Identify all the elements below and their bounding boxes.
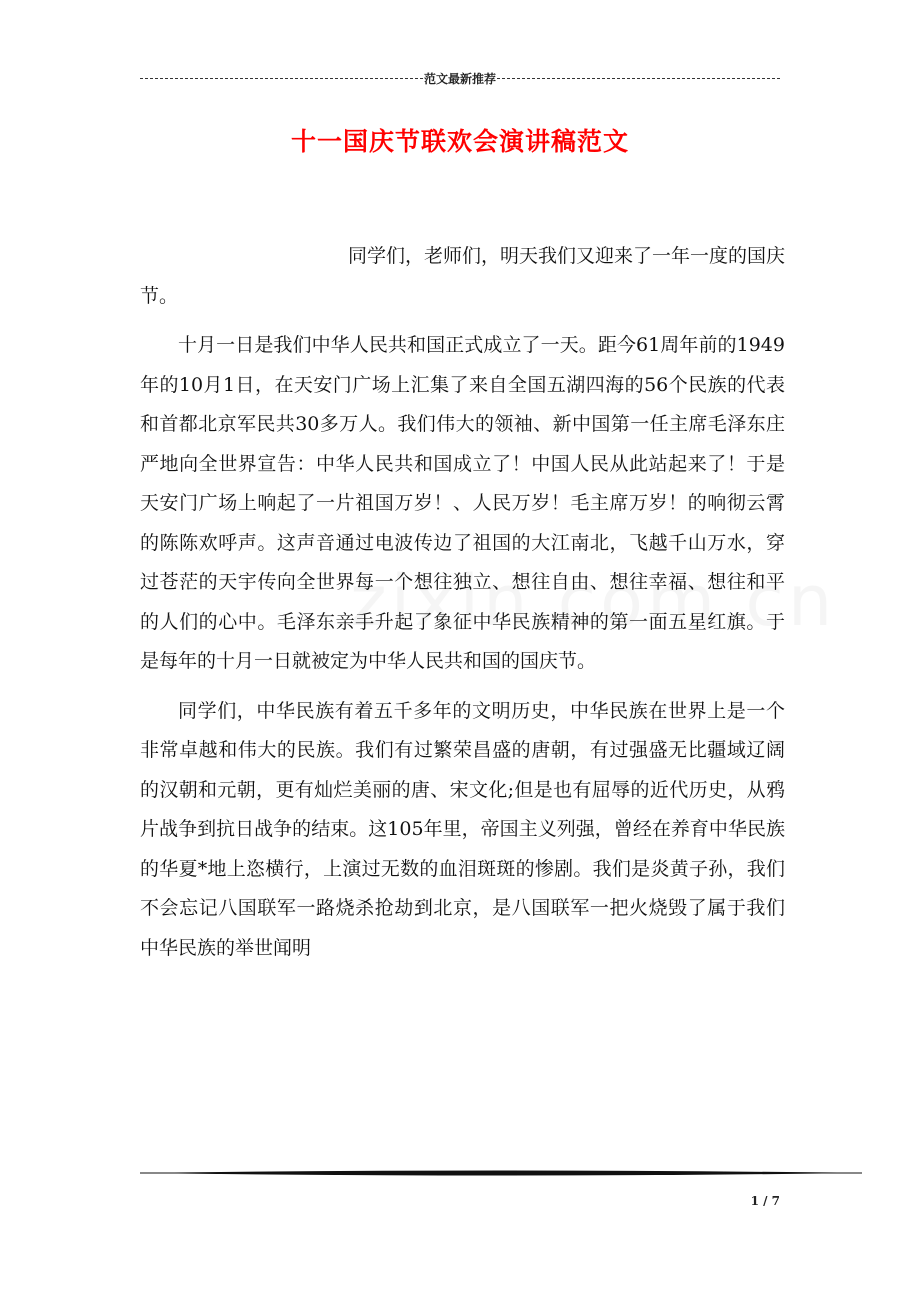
paragraph-2: 十月一日是我们中华人民共和国正式成立了一天。距今61周年前的1949年的10月1日，在天安门广场上汇集了来自全国五湖四海的56个民族的代表和首都北京军民共30多万人。我们伟大的领袖、新中国第一任主席毛泽东庄严地向全世界宣告：中华人民共和国成立了！中国人民从此站起来了！于是天安门广场上响起了一片祖国万岁！、人民万岁！毛主席万岁！的响彻云霄的陈陈欢呼声。这声音通过电波传边了祖国的大江南北，飞越千山万水，穿过苍茫的天宇传向全世界每一个想往独立、想往自由、想往幸福、想往和平的人们的心中。毛泽东亲手升起了象征中华民族精神的第一面五星红旗。于是每年的十月一日就被定为中华人民共和国的国庆节。: [140, 334, 785, 672]
page-header: [140, 68, 780, 88]
header-dash-left: [140, 78, 423, 79]
document-body: [140, 237, 785, 978]
page-number: 1 / 7: [750, 1194, 780, 1208]
header-dash-right: [497, 78, 780, 79]
paragraph-1: 同学们，老师们，明天我们又迎来了一年一度的国庆节。: [140, 245, 786, 307]
paragraph-3: 同学们，中华民族有着五千多年的文明历史，中华民族在世界上是一个非常卓越和伟大的民族。我们有过繁荣昌盛的唐朝，有过强盛无比疆域辽阔的汉朝和元朝，更有灿烂美丽的唐、宋文化;但是也有屈辱的近代历史，从鸦片战争到抗日战争的结束。这105年里，帝国主义列强，曾经在养育中华民族的华夏*地上恣横行，上演过无数的血泪斑斑的惨剧。我们是炎黄子孙，我们不会忘记八国联军一路烧杀抢劫到北京，是八国联军一把火烧毁了属于我们中华民族的举世闻明: [140, 699, 785, 959]
footer-rule: [140, 1168, 862, 1178]
header-label: 范文最新推荐: [424, 71, 497, 86]
document-title: 十一国庆节联欢会演讲稿范文: [290, 127, 629, 156]
